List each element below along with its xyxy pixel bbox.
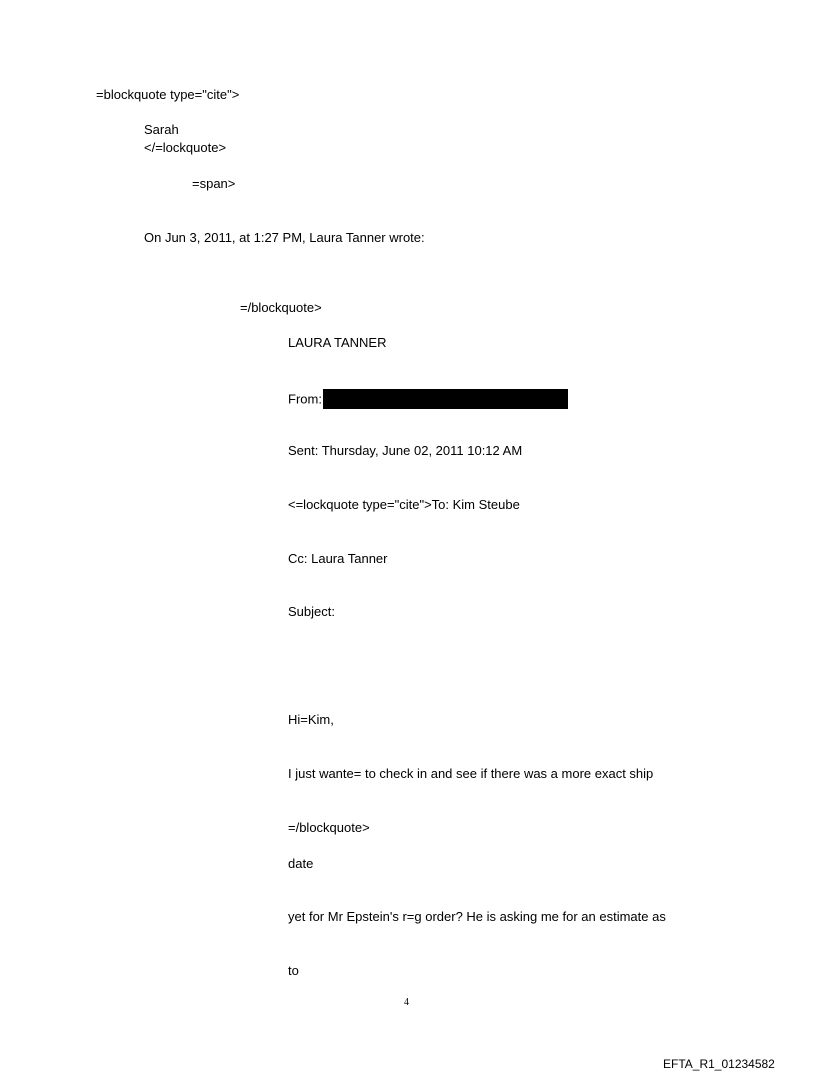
body-line: date [288, 856, 314, 871]
body-line: to [288, 963, 299, 978]
to-field: <=lockquote type="cite">To: Kim Steube [288, 497, 520, 512]
signature-name: Sarah [144, 122, 179, 137]
blockquote-close-text: =/blockquote> [240, 300, 322, 315]
body-line: yet for Mr Epstein's r=g order? He is asking me for an estimate as [288, 909, 666, 924]
sent-field: Sent: Thursday, June 02, 2011 10:12 AM [288, 443, 523, 458]
body-line: I just wante= to check in and see if there was a more exact ship [288, 766, 654, 781]
document-id: EFTA_R1_01234582 [663, 1057, 775, 1071]
greeting: Hi=Kim, [288, 712, 334, 727]
blockquote-open-text: =blockquote type="cite"> [96, 87, 240, 102]
from-field [288, 390, 568, 410]
page-number: 4 [404, 997, 409, 1008]
sender-name: LAURA TANNER [288, 335, 387, 350]
from-label: From: [288, 391, 322, 407]
lockquote-close-text: </=lockquote> [144, 140, 227, 155]
span-text: =span> [192, 176, 236, 191]
redaction-block [323, 389, 568, 409]
reply-header: On Jun 3, 2011, at 1:27 PM, Laura Tanner wrote: [144, 230, 425, 245]
subject-field: Subject: [288, 604, 335, 619]
blockquote-close-text: =/blockquote> [288, 820, 370, 835]
cc-field: Cc: Laura Tanner [288, 551, 388, 566]
